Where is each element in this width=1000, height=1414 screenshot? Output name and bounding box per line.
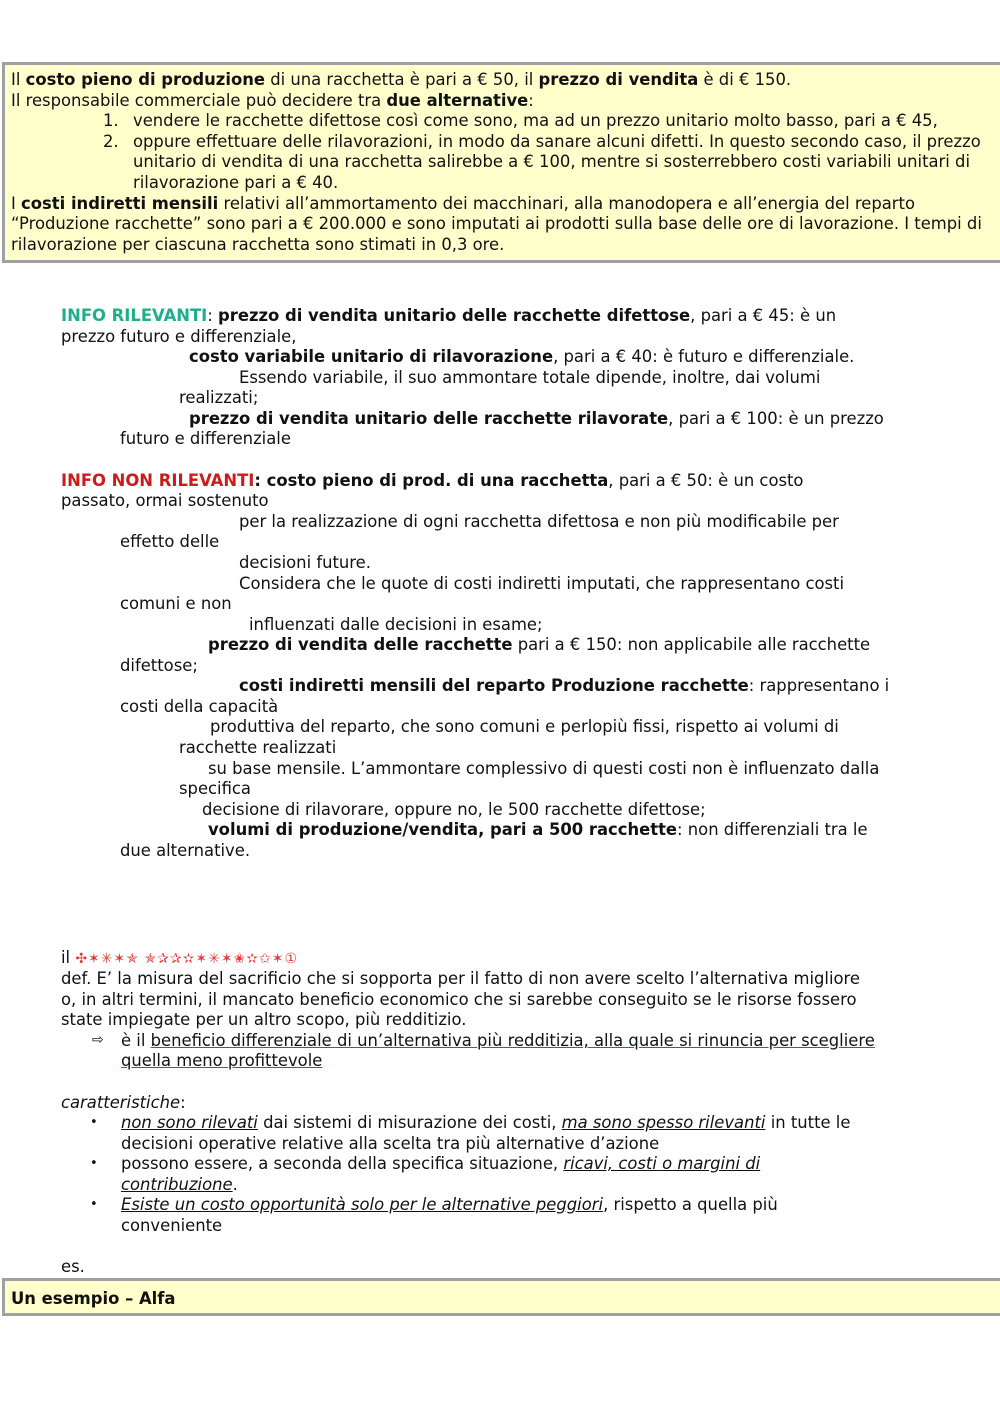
text: dai sistemi di misurazione dei costi, xyxy=(257,1113,562,1132)
relevant-line: realizzati; xyxy=(179,388,259,407)
non-relevant-line: per la realizzazione di ogni racchetta difettosa e non più modificabile per xyxy=(239,512,839,531)
non-relevant-line: produttiva del reparto, che sono comuni e perlopiù fissi, rispetto ai volumi di xyxy=(210,717,839,736)
bold-text: : costo pieno di prod. di una racchetta xyxy=(254,471,609,490)
bullet-icon: • xyxy=(90,1156,98,1171)
underlined-text: quella meno profittevole xyxy=(121,1051,323,1070)
relevant-line: prezzo futuro e differenziale, xyxy=(61,327,297,346)
list-number: 1. xyxy=(103,111,119,131)
text: : non differenziali tra le xyxy=(677,820,868,839)
bold-text: costo pieno di produzione xyxy=(25,70,265,89)
bullet-line xyxy=(121,1175,238,1196)
relevant-line xyxy=(189,409,884,430)
text: , pari a € 40: è futuro e differenziale. xyxy=(553,347,855,366)
non-relevant-line: decisioni future. xyxy=(239,553,371,572)
list-item xyxy=(11,111,994,132)
underlined-text: contribuzione xyxy=(121,1175,233,1194)
text: : xyxy=(207,306,219,325)
underlined-text: non sono rilevati xyxy=(121,1113,258,1132)
underlined-text: ma sono spesso rilevanti xyxy=(561,1113,766,1132)
text: I xyxy=(11,193,22,213)
example-label: es. xyxy=(61,1257,85,1276)
text: pari a € 150: non applicabile alle racchette xyxy=(512,635,871,654)
non-relevant-line xyxy=(208,820,868,841)
paragraph-alternatives xyxy=(11,91,994,112)
non-relevant-line xyxy=(208,635,870,656)
non-relevant-line xyxy=(61,471,803,492)
text: : rappresentano i xyxy=(748,676,890,695)
non-relevant-line: difettose; xyxy=(120,656,198,675)
bullet-line xyxy=(121,1154,760,1175)
bold-text: costo variabile unitario di rilavorazione xyxy=(189,347,554,366)
arrow-right-icon: ⇨ xyxy=(92,1032,104,1048)
text: di una racchetta è pari a € 50, il xyxy=(265,70,539,89)
underlined-text: ricavi, costi o margini di xyxy=(563,1154,761,1173)
text: possono essere, a seconda della specifica situazione, xyxy=(121,1154,564,1173)
paragraph-costs xyxy=(11,70,994,91)
section-title xyxy=(61,948,298,970)
bold-text: volumi di produzione/vendita, pari a 500 racchette xyxy=(208,820,678,839)
non-relevant-line: influenzati dalle decisioni in esame; xyxy=(249,615,543,634)
non-relevant-line: specifica xyxy=(179,779,251,798)
bold-text: prezzo di vendita xyxy=(538,70,699,89)
underlined-text: beneficio differenziale di un’alternativa più redditizia, alla quale si rinuncia per scegliere xyxy=(150,1031,875,1050)
bullet-icon: • xyxy=(90,1197,98,1212)
non-relevant-line: su base mensile. L’ammontare complessivo di questi costi non è influenzato dalla xyxy=(208,759,880,778)
non-relevant-line: due alternative. xyxy=(120,841,251,860)
text: è il xyxy=(121,1031,151,1050)
bullet-line xyxy=(121,1113,850,1134)
text: : xyxy=(528,90,534,110)
text: . xyxy=(232,1175,238,1194)
relevant-heading: INFO RILEVANTI xyxy=(61,306,208,325)
text: è di € 150. xyxy=(698,70,792,89)
non-relevant-line: Considera che le quote di costi indiretti imputati, che rappresentano costi xyxy=(239,574,845,593)
definition-line: o, in altri termini, il mancato beneficio economico che si sarebbe conseguito se le risorse fossero xyxy=(61,990,857,1009)
definition-line: def. E’ la misura del sacrificio che si sopporta per il fatto di non avere scelto l’alternativa migliore xyxy=(61,969,861,988)
bold-text: due alternative xyxy=(386,90,529,110)
bullet-line: decisioni operative relative alla scelta tra più alternative d’azione xyxy=(121,1134,660,1153)
non-relevant-line: decisione di rilavorare, oppure no, le 500 racchette difettose; xyxy=(202,800,706,819)
bullet-line: conveniente xyxy=(121,1216,223,1235)
non-relevant-line: costi della capacità xyxy=(120,697,279,716)
non-relevant-line: passato, ormai sostenuto xyxy=(61,491,269,510)
relevant-line xyxy=(189,347,854,368)
example-box xyxy=(2,1278,1000,1316)
non-relevant-line: racchette realizzati xyxy=(179,738,337,757)
text: , rispetto a quella più xyxy=(603,1195,778,1214)
relevant-line: futuro e differenziale xyxy=(120,429,291,448)
text: il xyxy=(61,948,76,967)
characteristics-heading xyxy=(61,1093,186,1114)
bold-text: costi indiretti mensili del reparto Produzione racchette xyxy=(239,676,749,695)
arrow-point-line xyxy=(121,1051,322,1072)
bold-text: prezzo di vendita unitario delle racchette difettose xyxy=(218,306,691,325)
underlined-text: Esiste un costo opportunità solo per le alternative peggiori xyxy=(121,1195,604,1214)
bold-text: costi indiretti mensili xyxy=(21,193,219,213)
text: relativi all’ammortamento dei macchinari, alla manodopera e all’energia del reparto “Produzione racchette” sono pari a € 200.000 e sono imputati ai prodotti sulla base delle ore di lavorazione. I tempi di rilavorazione per ciascuna racchetta sono stimati in 0,3 ore. xyxy=(11,193,982,254)
bold-text: prezzo di vendita unitario delle racchette rilavorate xyxy=(189,409,669,428)
list-number: 2. xyxy=(103,131,119,151)
text: , pari a € 100: è un prezzo xyxy=(668,409,884,428)
alternatives-list xyxy=(11,111,994,193)
symbol-title: ✣✶✳✶✯ ✯✰✰✫✶✳✶✬✫✩✶① xyxy=(75,951,299,967)
text: , pari a € 50: è un costo xyxy=(608,471,804,490)
non-relevant-line xyxy=(239,676,889,697)
bold-text: prezzo di vendita delle racchette xyxy=(208,635,513,654)
arrow-point-line xyxy=(121,1031,875,1052)
definition-line: state impiegate per un altro scopo, più redditizio. xyxy=(61,1010,467,1029)
paragraph-indirect-costs xyxy=(11,194,994,256)
bullet-icon: • xyxy=(90,1115,98,1130)
relevant-line: Essendo variabile, il suo ammontare totale dipende, inoltre, dai volumi xyxy=(239,368,821,387)
text: , pari a € 45: è un xyxy=(690,306,837,325)
text: Il xyxy=(11,70,26,89)
italic-text: caratteristiche xyxy=(61,1093,181,1112)
non-relevant-line: effetto delle xyxy=(120,532,220,551)
problem-statement-box xyxy=(2,62,1000,263)
text: : xyxy=(180,1093,186,1112)
bullet-line xyxy=(121,1195,778,1216)
non-relevant-line: comuni e non xyxy=(120,594,232,613)
relevant-line xyxy=(61,306,836,327)
text: in tutte le xyxy=(765,1113,851,1132)
list-text: vendere le racchette difettose così come sono, ma ad un prezzo unitario molto basso, pari a € 45, xyxy=(133,111,938,131)
non-relevant-heading: INFO NON RILEVANTI xyxy=(61,471,255,490)
list-item xyxy=(11,132,994,194)
text: Il responsabile commerciale può decidere tra xyxy=(11,90,387,110)
example-title: Un esempio – Alfa xyxy=(11,1289,176,1308)
list-text: oppure effettuare delle rilavorazioni, in modo da sanare alcuni difetti. In questo secondo caso, il prezzo unitario di vendita di una racchetta salirebbe a € 100, mentre si sosterrebbero costi variabili unitari di rilavorazione pari a € 40. xyxy=(133,131,981,192)
